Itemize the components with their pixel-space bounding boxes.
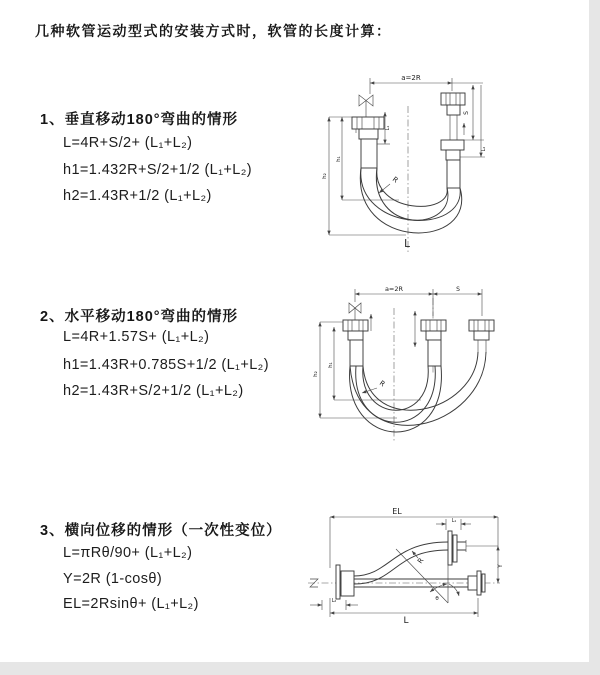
- d1-dim-l2-label: L₂: [481, 146, 487, 152]
- d1-length-label: L: [404, 238, 410, 250]
- d1-right-pipe-fitting: [441, 93, 465, 188]
- section-1-formula-L: L=4R+S/2+ (L₁+L₂): [63, 135, 193, 151]
- d3-displaced-hose: [354, 542, 448, 584]
- d1-left-pipe-fitting: [352, 117, 384, 168]
- d3-length-label: L: [403, 616, 409, 626]
- d3-dim-y-label: Y: [497, 564, 504, 568]
- d2-dimensions: [313, 285, 482, 418]
- section-1-formula-h1: h1=1.432R+S/2+1/2 (L₁+L₂): [63, 162, 253, 178]
- section-2-formula-h2: h2=1.43R+S/2+1/2 (L₁+L₂): [63, 383, 244, 399]
- d1-dim-h2-label: h₂: [322, 173, 328, 179]
- diagram-2-svg: [298, 280, 600, 460]
- d1-dim-a2r-label: a=2R: [401, 74, 421, 82]
- d2-middle-pipe-fitting: [421, 320, 446, 366]
- section-3-formula-L: L=πRθ/90+ (L₁+L₂): [63, 545, 193, 561]
- d1-valve-icon: [359, 95, 373, 117]
- page-title: 几种软管运动型式的安装方式时，软管的长度计算：: [35, 23, 392, 39]
- d1-radius-label: R: [390, 175, 400, 185]
- d3-top-right-flange: [448, 531, 466, 565]
- scan-edge-bottom: [0, 662, 600, 675]
- d2-dim-s-label: S: [456, 286, 460, 293]
- diagram-3-svg: [300, 495, 600, 640]
- section-2-formula-L: L=4R+1.57S+ (L₁+L₂): [63, 329, 210, 345]
- section-3-heading: 3、横向位移的情形（一次性变位）: [40, 523, 282, 539]
- d1-dim-s-label: S: [463, 111, 470, 115]
- d3-dim-l1-label: L₁: [451, 519, 457, 524]
- d2-radius-label: R: [377, 379, 387, 389]
- d3-left-flange: [336, 565, 354, 599]
- section-3-formula-Y: Y=2R (1-cosθ): [63, 571, 163, 587]
- d3-dim-l2-label: L₂: [331, 599, 337, 604]
- d3-angle-label: θ: [435, 596, 439, 602]
- diagram-2-horizontal-180-bend: [298, 280, 600, 460]
- section-3-formula-EL: EL=2Rsinθ+ (L₁+L₂): [63, 596, 199, 612]
- d1-radius-callout: [379, 175, 400, 193]
- section-1-formula-h2: h2=1.43R+1/2 (L₁+L₂): [63, 188, 212, 204]
- d2-dim-h1-label: h₁: [328, 362, 334, 368]
- section-2-formula-h1: h1=1.43R+0.785S+1/2 (L₁+L₂): [63, 357, 269, 373]
- d2-hose-u-bends: [350, 352, 486, 432]
- d1-dim-h1-label: h₁: [336, 156, 342, 162]
- d1-dim-l1-label: L₁: [385, 125, 391, 131]
- diagram-1-vertical-180-bend: [300, 70, 590, 260]
- section-1-heading: 1、垂直移动180°弯曲的情形: [40, 112, 239, 128]
- diagram-3-lateral-displacement: [300, 495, 600, 640]
- d3-dim-el-label: EL: [392, 507, 402, 516]
- d2-dim-h2-label: h₂: [313, 371, 319, 377]
- section-2-heading: 2、水平移动180°弯曲的情形: [40, 309, 239, 325]
- d2-valve-icon: [349, 303, 361, 320]
- d2-left-pipe-fitting: [343, 320, 368, 366]
- d2-right-pipe-fitting: [469, 320, 494, 352]
- d3-radius-label: R: [416, 556, 426, 566]
- d2-dim-a2r-label: a=2R: [384, 285, 404, 293]
- diagram-1-svg: [300, 70, 590, 260]
